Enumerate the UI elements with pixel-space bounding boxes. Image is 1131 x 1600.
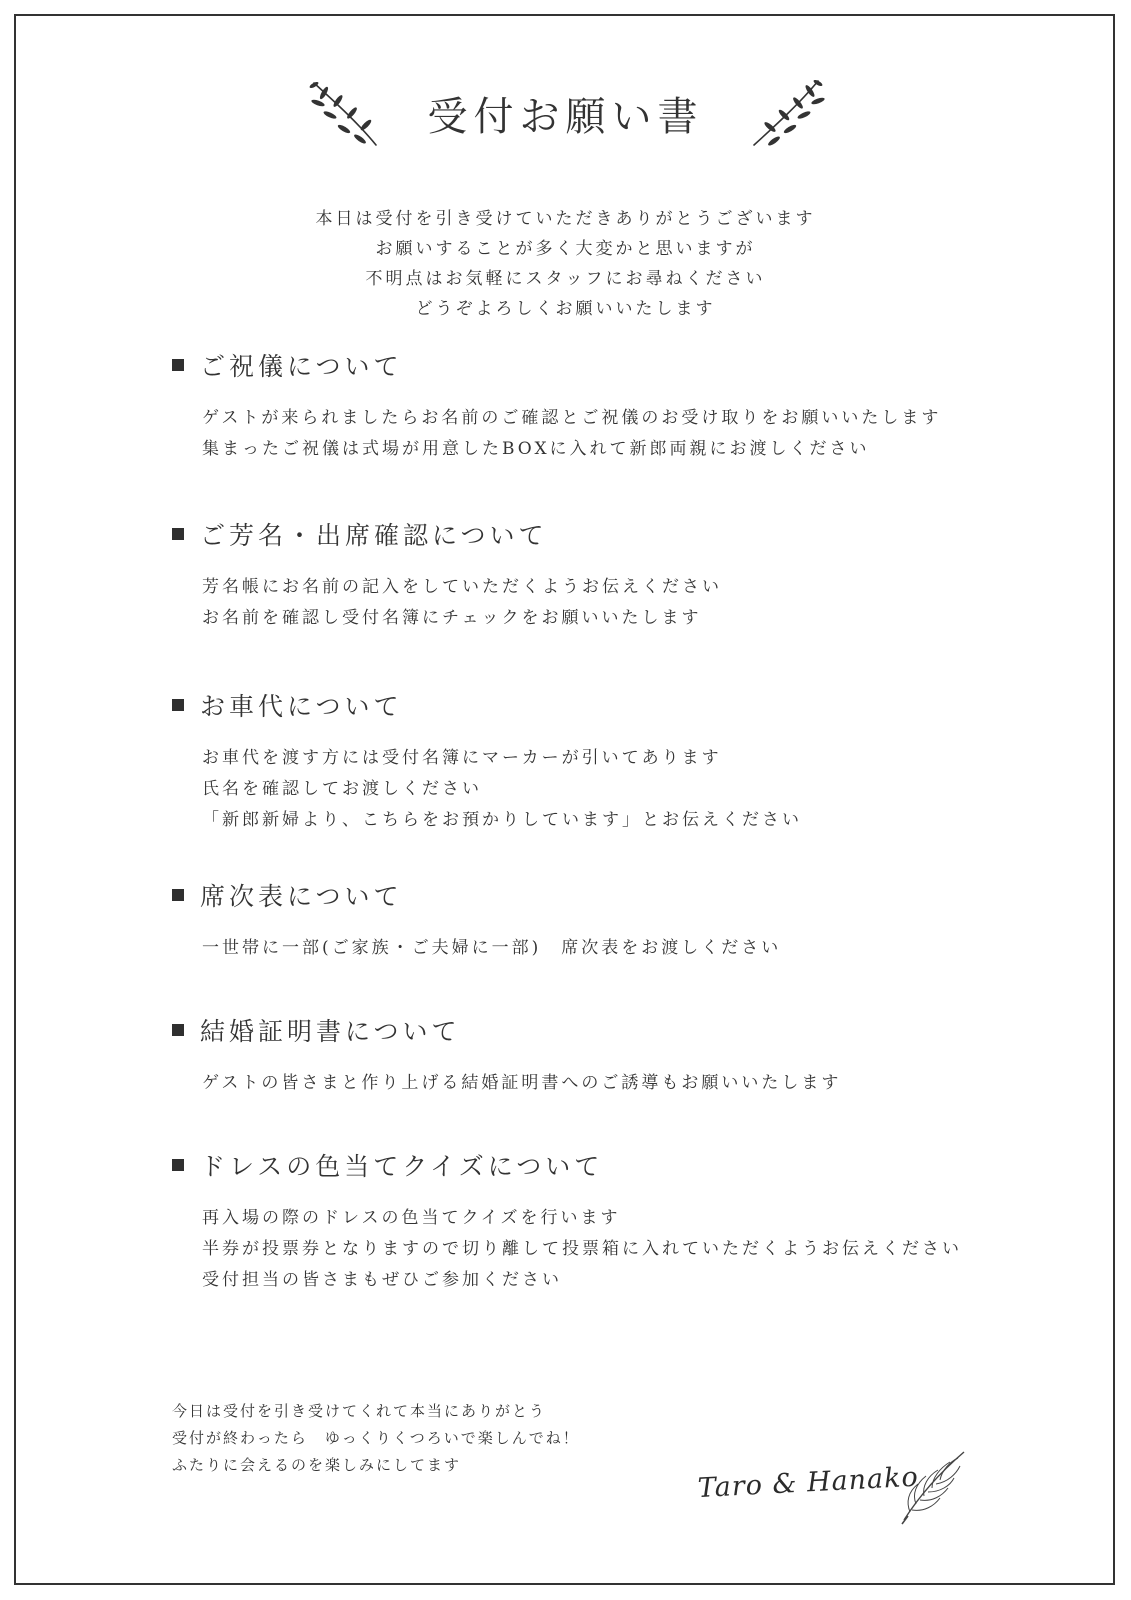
section-line: お車代を渡す方には受付名簿にマーカーが引いてあります <box>202 748 722 768</box>
signature <box>696 1440 986 1530</box>
section-line: 「新郎新婦より、こちらをお預かりしています」とお伝えください <box>202 810 802 830</box>
title-row <box>0 68 1131 158</box>
section-attendance <box>172 514 1052 634</box>
section-line: 集まったご祝儀は式場が用意したBOXに入れて新郎両親にお渡しください <box>202 439 870 459</box>
section-title: お車代について <box>200 692 403 721</box>
closing-line: 受付が終わったら ゆっくりくつろいで楽しんでね！ <box>172 1429 580 1447</box>
square-bullet-icon <box>172 528 184 540</box>
section-line: 一世帯に一部(ご家族・ご夫婦に一部) 席次表をお渡しください <box>202 938 782 958</box>
square-bullet-icon <box>172 1024 184 1036</box>
section-heading <box>172 685 1052 725</box>
closing-message <box>172 1398 580 1479</box>
section-line: お名前を確認し受付名簿にチェックをお願いいたします <box>202 608 702 628</box>
section-title: 席次表について <box>200 882 403 911</box>
section-body <box>172 1203 1052 1296</box>
section-title: ご祝儀について <box>200 352 403 381</box>
intro-line: 不明点はお気軽にスタッフにお尋ねください <box>365 269 766 289</box>
section-heading <box>172 345 1052 385</box>
square-bullet-icon <box>172 889 184 901</box>
section-line: 受付担当の皆さまもぜひご参加ください <box>202 1270 562 1290</box>
closing-line: ふたりに会えるのを楽しみにしてます <box>172 1456 462 1474</box>
section-body <box>172 1068 1052 1099</box>
olive-sprig-icon <box>740 73 826 153</box>
section-body <box>172 743 1052 836</box>
square-bullet-icon <box>172 359 184 371</box>
section-dress-quiz <box>172 1145 1052 1296</box>
intro-line: 本日は受付を引き受けていただきありがとうございます <box>315 209 816 229</box>
section-heading <box>172 514 1052 554</box>
section-title: 結婚証明書について <box>200 1017 461 1046</box>
closing-line: 今日は受付を引き受けてくれて本当にありがとう <box>172 1402 547 1420</box>
signature-text: Taro & Hanako <box>696 1461 920 1505</box>
section-line: ゲストが来られましたらお名前のご確認とご祝儀のお受け取りをお願いいたします <box>202 408 942 428</box>
intro-line: お願いすることが多く大変かと思いますが <box>375 239 756 259</box>
section-title: ご芳名・出席確認について <box>200 521 548 550</box>
section-heading <box>172 1010 1052 1050</box>
square-bullet-icon <box>172 699 184 711</box>
intro-line: どうぞよろしくお願いいたします <box>415 299 716 319</box>
section-goshugi <box>172 345 1052 465</box>
section-body <box>172 933 1052 964</box>
section-heading <box>172 1145 1052 1185</box>
square-bullet-icon <box>172 1159 184 1171</box>
section-line: 再入場の際のドレスの色当てクイズを行います <box>202 1208 621 1228</box>
section-seating-chart <box>172 875 1052 964</box>
section-title: ドレスの色当てクイズについて <box>200 1152 604 1181</box>
section-line: 氏名を確認してお渡しください <box>202 779 482 799</box>
section-body <box>172 403 1052 465</box>
intro-text <box>0 204 1131 324</box>
section-heading <box>172 875 1052 915</box>
section-line: ゲストの皆さまと作り上げる結婚証明書へのご誘導もお願いいたします <box>202 1073 842 1093</box>
section-transport-fee <box>172 685 1052 836</box>
section-line: 半券が投票券となりますので切り離して投票箱に入れていただくようお伝えください <box>202 1239 962 1259</box>
section-body <box>172 572 1052 634</box>
olive-sprig-icon <box>306 73 392 153</box>
page-title: 受付お願い書 <box>427 93 704 140</box>
section-marriage-certificate <box>172 1010 1052 1099</box>
section-line: 芳名帳にお名前の記入をしていただくようお伝えください <box>202 577 722 597</box>
